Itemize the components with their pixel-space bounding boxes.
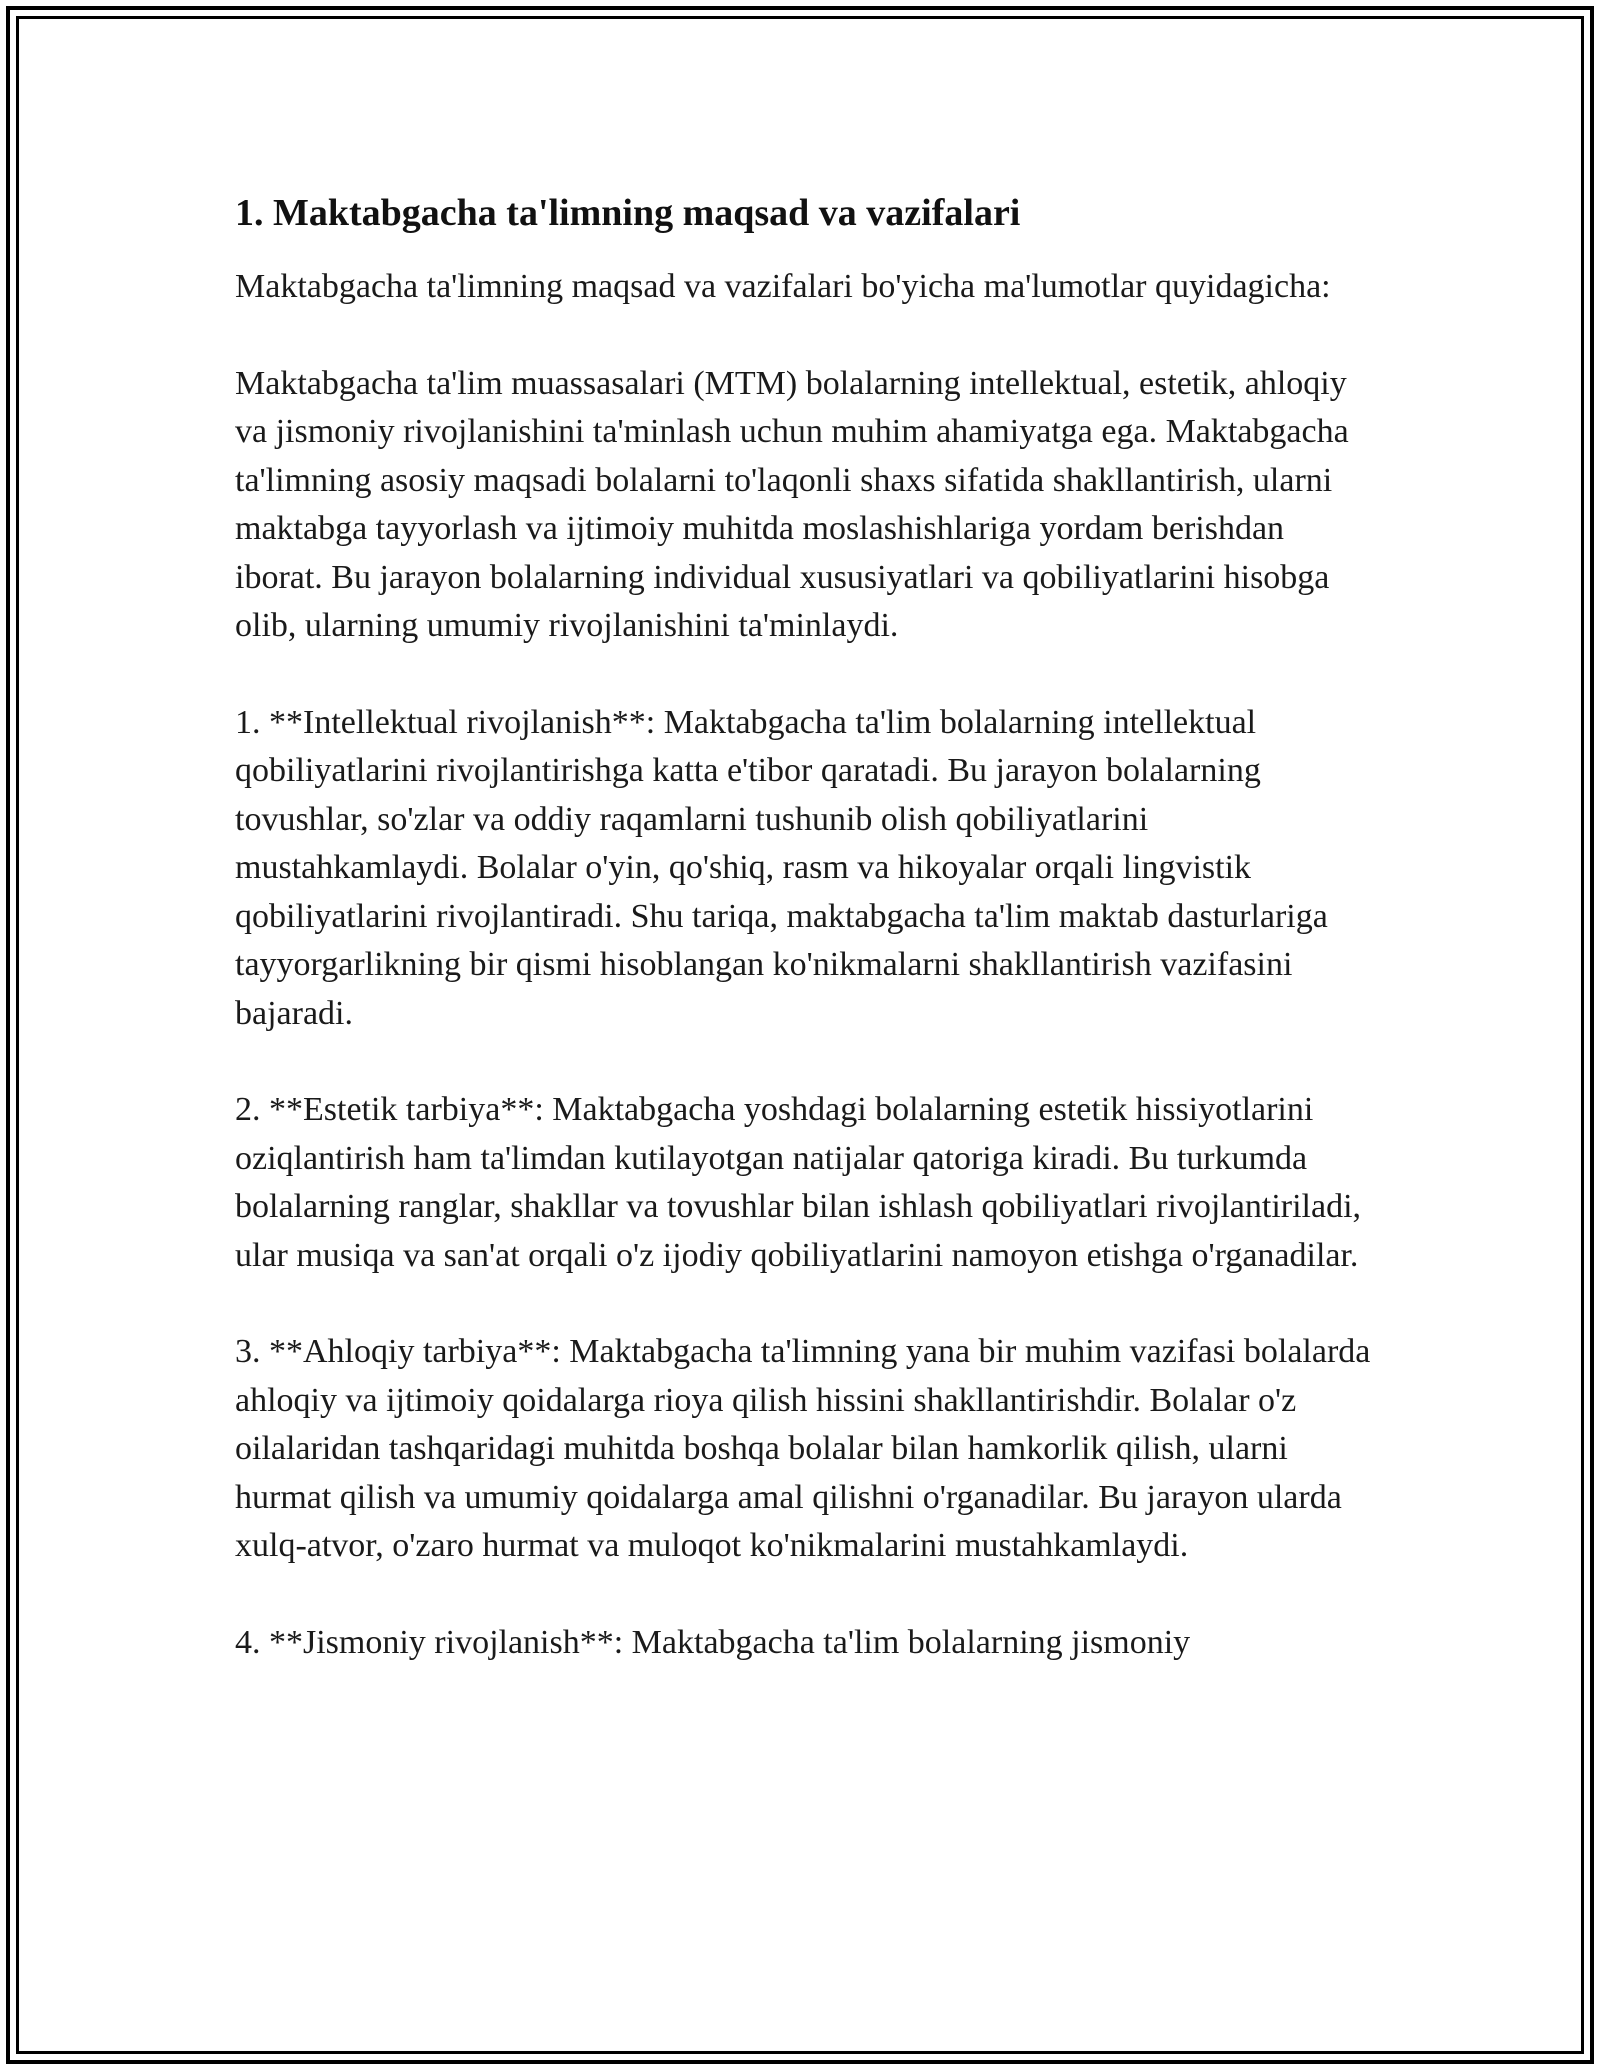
physical-development-paragraph: 4. **Jismoniy rivojlanish**: Maktabgacha ta'lim bolalarning jismoniy xyxy=(235,1623,1191,1661)
document-body xyxy=(235,185,1375,1715)
section-heading: 1. Maktabgacha ta'limning maqsad va vazifalari xyxy=(235,192,1021,234)
intellectual-development-paragraph: 1. **Intellektual rivojlanish**: Maktabgacha ta'lim bolalarning intellektual qobiliyatlarini rivojlantirishga katta e'tibor qaratadi. Bu jarayon bolalarning tovushlar, so'zlar va oddiy raqamlarni tushunib olish qobiliyatlarini mustahkamlaydi. Bolalar o'yin, qo'shiq, rasm va hikoyalar orqali lingvistik qobiliyatlarini rivojlantiradi. Shu tariqa, maktabgacha ta'lim maktab dasturlariga tayyorgarlikning bir qismi hisoblangan ko'nikmalarni shakllantirish vazifasini bajaradi. xyxy=(235,703,1328,1032)
moral-education-paragraph: 3. **Ahloqiy tarbiya**: Maktabgacha ta'limning yana bir muhim vazifasi bolalarda ahloqiy va ijtimoiy qoidalarga rioya qilish hissini shakllantirishdir. Bolalar o'z oilalaridan tashqaridagi muhitda boshqa bolalar bilan hamkorlik qilish, ularni hurmat qilish va umumiy qoidalarga amal qilishni o'rganadilar. Bu jarayon ularda xulq-atvor, o'zaro hurmat va muloqot ko'nikmalarini mustahkamlaydi. xyxy=(235,1333,1371,1564)
overview-paragraph: Maktabgacha ta'lim muassasalari (MTM) bolalarning intellektual, estetik, ahloqiy va jismoniy rivojlanishini ta'minlash uchun muhim ahamiyatga ega. Maktabgacha ta'limning asosiy maqsadi bolalarni to'laqonli shaxs sifatida shakllantirish, ularni maktabga tayyorlash va ijtimoiy muhitda moslashishlariga yordam berishdan iborat. Bu jarayon bolalarning individual xususiyatlari va qobiliyatlarini hisobga olib, ularning umumiy rivojlanishini ta'minlaydi. xyxy=(235,364,1349,644)
intro-paragraph: Maktabgacha ta'limning maqsad va vazifalari bo'yicha ma'lumotlar quyidagicha: xyxy=(235,268,1331,305)
aesthetic-education-paragraph: 2. **Estetik tarbiya**: Maktabgacha yoshdagi bolalarning estetik hissiyotlarini oziqlantirish ham ta'limdan kutilayotgan natijalar qatoriga kiradi. Bu turkumda bolalarning ranglar, shakllar va tovushlar bilan ishlash qobiliyatlari rivojlantiriladi, ular musiqa va san'at orqali o'z ijodiy qobiliyatlarini namoyon etishga o'rganadilar. xyxy=(235,1091,1362,1274)
